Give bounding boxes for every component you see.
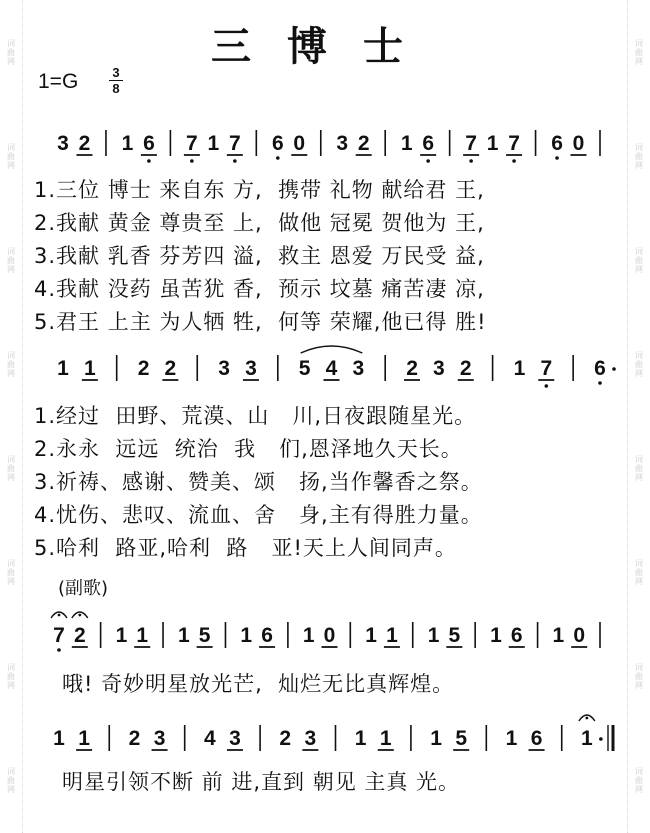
note: 2 bbox=[357, 132, 370, 155]
note: 0 bbox=[572, 132, 585, 155]
note: 2 bbox=[78, 132, 91, 155]
note: 2 bbox=[164, 357, 177, 380]
note: 1 bbox=[53, 727, 65, 750]
note: 1 bbox=[505, 727, 518, 750]
note: 2 bbox=[279, 727, 292, 750]
low-octave-dot bbox=[276, 156, 280, 160]
note: 1 bbox=[207, 132, 220, 155]
note: 6 bbox=[510, 624, 523, 647]
note: 2 bbox=[406, 357, 418, 380]
note: 1 bbox=[240, 624, 253, 647]
low-octave-dot bbox=[469, 159, 473, 163]
note: 0 bbox=[573, 624, 586, 647]
note: 6 bbox=[143, 132, 155, 155]
note: 5 bbox=[298, 357, 311, 380]
note: 7 bbox=[228, 132, 241, 155]
note: 7 bbox=[540, 357, 553, 380]
note: 7 bbox=[53, 624, 65, 647]
note: 1 bbox=[386, 624, 398, 647]
low-octave-dot bbox=[57, 648, 61, 652]
note: 1 bbox=[379, 727, 392, 750]
watermark-text: 词曲网 bbox=[634, 350, 644, 378]
verse-line: 4.我献 没药 虽苦犹 香, 预示 坟墓 痛苦凄 凉, bbox=[34, 277, 485, 301]
watermark-text: 词曲网 bbox=[6, 767, 16, 795]
watermark-text: 词曲网 bbox=[6, 38, 16, 66]
watermark-text: 词曲网 bbox=[634, 38, 644, 66]
low-octave-dot bbox=[555, 156, 559, 160]
note: 1 bbox=[136, 624, 149, 647]
note: 4 bbox=[203, 727, 216, 750]
chorus-lyric-line: 哦! 奇妙明星放光芒, 灿烂无比真辉煌。 bbox=[62, 672, 455, 696]
note: 1 bbox=[486, 132, 499, 155]
note: 3 bbox=[245, 357, 257, 380]
verse-line: 2.我献 黄金 尊贵至 上, 做他 冠冕 贺他为 王, bbox=[34, 211, 485, 235]
note: 6 bbox=[271, 132, 284, 155]
note: 3 bbox=[153, 727, 166, 750]
watermark-text: 词曲网 bbox=[634, 246, 644, 274]
note: 1 bbox=[78, 727, 90, 750]
note: 3 bbox=[336, 132, 349, 155]
low-octave-dot bbox=[426, 159, 430, 163]
note: 1 bbox=[430, 727, 442, 750]
note: 1 bbox=[121, 132, 134, 155]
low-octave-dot bbox=[233, 159, 237, 163]
note: 3 bbox=[304, 727, 317, 750]
song-title: 三博士 bbox=[211, 24, 439, 70]
note: 1 bbox=[365, 624, 377, 647]
watermark-text: 词曲网 bbox=[634, 767, 644, 795]
watermark-text: 词曲网 bbox=[634, 142, 644, 170]
note: 1 bbox=[84, 357, 96, 380]
watermark-text: 词曲网 bbox=[6, 455, 16, 483]
note: 2 bbox=[459, 357, 472, 380]
note: 3 bbox=[218, 357, 230, 380]
note: 6 bbox=[594, 357, 606, 380]
note: 1 bbox=[178, 624, 190, 647]
low-octave-dot bbox=[598, 381, 602, 385]
note: 3 bbox=[229, 727, 241, 750]
note: 3 bbox=[433, 357, 445, 380]
note: 2 bbox=[73, 624, 86, 647]
note: 7 bbox=[186, 132, 198, 155]
note: 1 bbox=[354, 727, 367, 750]
note: 3 bbox=[352, 357, 365, 380]
note: 1 bbox=[581, 727, 593, 750]
verse-line: 1.经过 田野、荒漠、山 川,日夜跟随星光。 bbox=[34, 404, 477, 428]
low-octave-dot bbox=[512, 159, 516, 163]
watermark-text: 词曲网 bbox=[6, 246, 16, 274]
note: 6 bbox=[261, 624, 273, 647]
verse-line: 5.哈利 路亚,哈利 路 亚!天上人间同声。 bbox=[34, 536, 457, 560]
note: 1 bbox=[400, 132, 413, 155]
note: 2 bbox=[137, 357, 150, 380]
verse-line: 5.君王 上主 为人牺 牲, 何等 荣耀,他已得 胜! bbox=[34, 310, 487, 334]
augmentation-dot bbox=[599, 737, 603, 741]
watermark-text: 词曲网 bbox=[634, 663, 644, 691]
note: 3 bbox=[57, 132, 69, 155]
note: 1 bbox=[302, 624, 315, 647]
watermark-text: 词曲网 bbox=[6, 663, 16, 691]
note: 0 bbox=[323, 624, 336, 647]
note: 6 bbox=[422, 132, 435, 155]
verse-line: 3.祈祷、感谢、赞美、颂 扬,当作馨香之祭。 bbox=[34, 470, 483, 494]
watermark-text: 词曲网 bbox=[634, 455, 644, 483]
note: 5 bbox=[448, 624, 461, 647]
note: 1 bbox=[490, 624, 502, 647]
note: 0 bbox=[293, 132, 306, 155]
watermark-text: 词曲网 bbox=[6, 142, 16, 170]
note: 1 bbox=[57, 357, 69, 380]
slur bbox=[301, 346, 363, 353]
low-octave-dot bbox=[545, 384, 549, 388]
verse-line: 3.我献 乳香 芬芳四 溢, 救主 恩爱 万民受 益, bbox=[34, 244, 485, 268]
verse-line: 2.永永 远远 统治 我 们,恩泽地久天长。 bbox=[34, 437, 463, 461]
fermata-dot bbox=[58, 614, 61, 617]
time-signature-numerator: 3 bbox=[109, 66, 123, 81]
low-octave-dot bbox=[190, 159, 194, 163]
note: 1 bbox=[427, 624, 440, 647]
key-signature: 1=G bbox=[38, 70, 79, 93]
note: 6 bbox=[551, 132, 563, 155]
low-octave-dot bbox=[147, 159, 151, 163]
watermark-text: 词曲网 bbox=[6, 559, 16, 587]
note: 7 bbox=[508, 132, 520, 155]
time-signature-denominator: 8 bbox=[112, 81, 120, 96]
chorus-label: (副歌) bbox=[58, 578, 109, 599]
note: 1 bbox=[115, 624, 128, 647]
verse-line: 4.忧伤、悲叹、流血、舍 身,主有得胜力量。 bbox=[34, 503, 483, 527]
note: 7 bbox=[465, 132, 477, 155]
note: 2 bbox=[128, 727, 141, 750]
watermark-text: 词曲网 bbox=[6, 350, 16, 378]
verse-line: 1.三位 博士 来自东 方, 携带 礼物 献给君 王, bbox=[34, 178, 485, 202]
note: 5 bbox=[455, 727, 468, 750]
note: 1 bbox=[513, 357, 526, 380]
watermark-text: 词曲网 bbox=[634, 559, 644, 587]
note: 6 bbox=[530, 727, 543, 750]
augmentation-dot bbox=[612, 367, 616, 371]
note: 5 bbox=[198, 624, 211, 647]
note: 4 bbox=[325, 357, 338, 380]
fermata-dot bbox=[585, 717, 588, 720]
chorus-lyric-line: 明星引领不断 前 进,直到 朝见 主真 光。 bbox=[62, 770, 461, 794]
note: 1 bbox=[552, 624, 565, 647]
fermata-dot bbox=[78, 614, 81, 617]
